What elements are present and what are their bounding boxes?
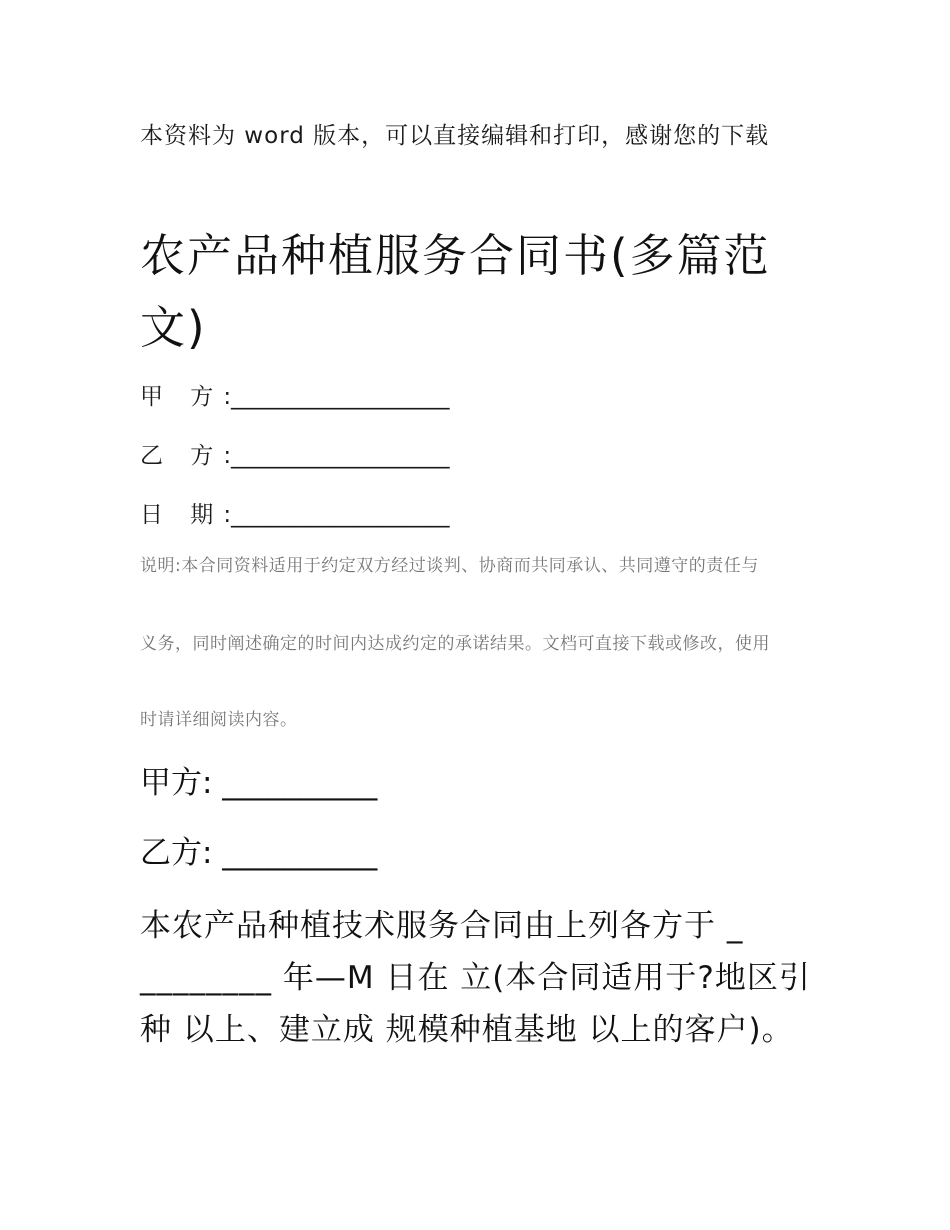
cover-field-label: 日 期 xyxy=(140,502,224,528)
party-label: 甲方: xyxy=(140,765,213,801)
download-notice: 本资料为 word 版本，可以直接编辑和打印，感谢您的下载 xyxy=(140,123,770,149)
cover-field-blank: :___________________ xyxy=(223,384,450,410)
cover-field-blank: :___________________ xyxy=(223,502,450,528)
document-title: 农产品种植服务合同书(多篇范文) xyxy=(140,229,771,354)
description-line: 说明:本合同资料适用于约定双方经过谈判、协商而共同承认、共同遵守的责任与 xyxy=(140,556,759,576)
cover-field-label: 乙 方 xyxy=(140,443,224,469)
party-blank: __________ xyxy=(212,835,378,871)
cover-field-blank: :___________________ xyxy=(223,443,450,469)
party-blank: __________ xyxy=(212,765,378,801)
description-line: 义务，同时阐述确定的时间内达成约定的承诺结果。文档可直接下载或修改，使用 xyxy=(140,634,770,654)
party-b-line xyxy=(140,833,377,873)
cover-field-party-a xyxy=(140,382,450,412)
party-a-line xyxy=(140,763,377,803)
cover-field-date xyxy=(140,500,450,530)
party-label: 乙方: xyxy=(140,835,213,871)
description-line: 时请详细阅读内容。 xyxy=(140,710,298,730)
contract-body-paragraph: 本农产品种植技术服务合同由上列各方于 _ ________ 年—M 日在 立(本合同适用于?地区引种 以上、建立成 规模种植基地 以上的客户)。 xyxy=(140,908,811,1048)
cover-field-party-b xyxy=(140,441,450,471)
cover-field-label: 甲 方 xyxy=(140,384,224,410)
